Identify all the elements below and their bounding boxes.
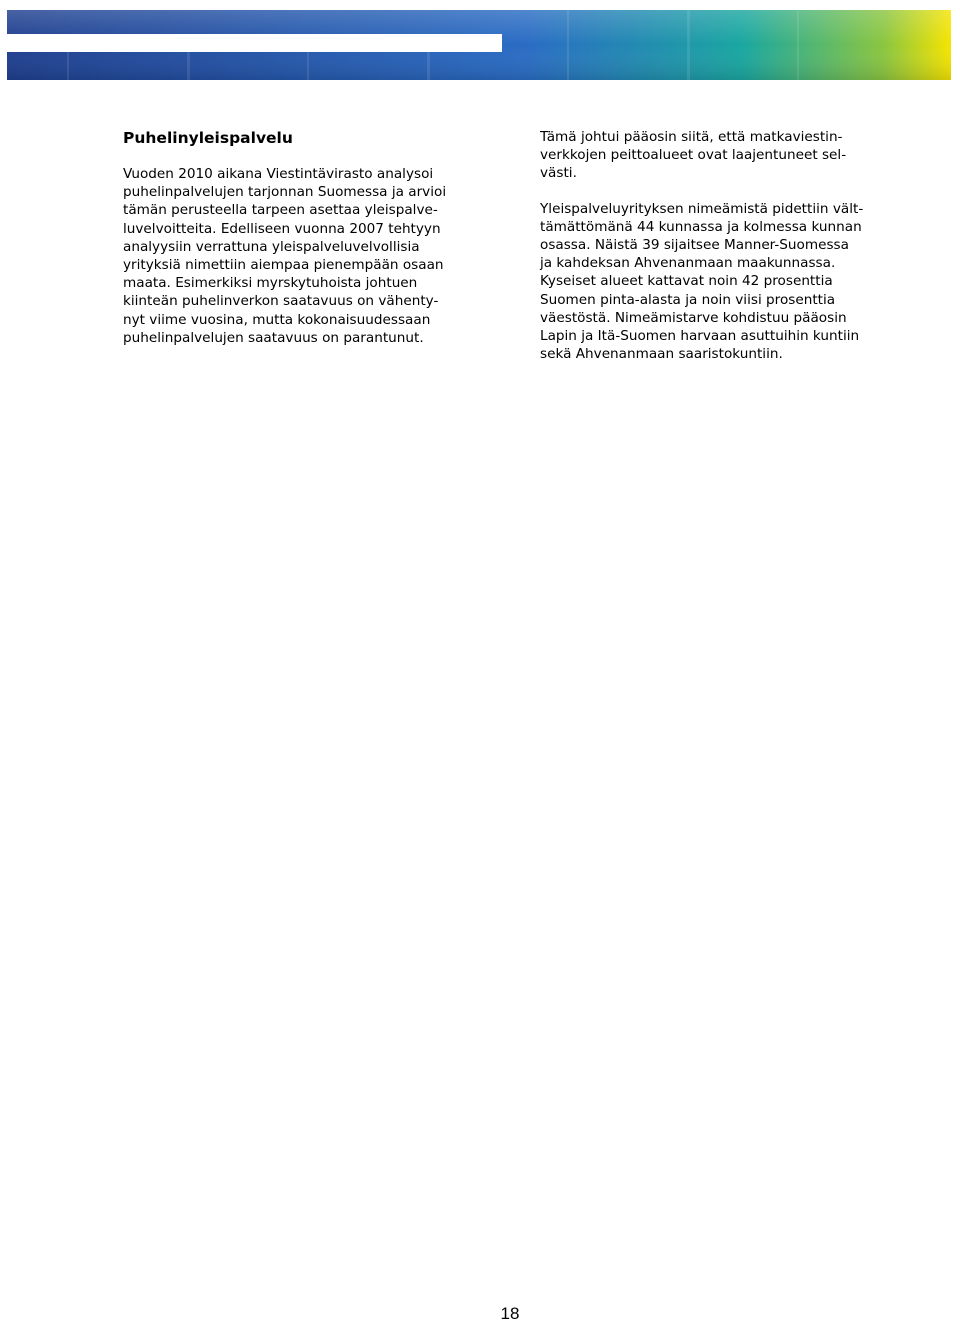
left-column (123, 128, 493, 347)
text-line: kiinteän puhelinverkon saatavuus on vähenty- (123, 293, 439, 310)
text-line: luvelvoitteita. Edelliseen vuonna 2007 tehtyyn (123, 220, 441, 237)
text-line: nyt viime vuosina, mutta kokonaisuudessaan (123, 311, 431, 328)
page-number: 18 (500, 1304, 520, 1323)
text-line: Vuoden 2010 aikana Viestintävirasto analysoi (123, 166, 434, 182)
text-line: puhelinpalvelujen tarjonnan Suomessa ja arvioi (123, 184, 447, 201)
text-line: Yleispalveluyrityksen nimeämistä pidettiin vält- (540, 200, 864, 217)
text-line: Tämä johtui pääosin siitä, että matkaviestin- (540, 129, 843, 145)
text-line: Kyseiset alueet kattavat noin 42 prosenttia (540, 273, 833, 290)
header-band-graphic (7, 10, 951, 80)
text-line: ja kahdeksan Ahvenanmaan maakunnassa. (540, 255, 836, 272)
text-line: maata. Esimerkiksi myrskytuhoista johtuen (123, 275, 418, 292)
text-line: sekä Ahvenanmaan saaristokuntiin. (540, 346, 783, 363)
text-line: tämän perusteella tarpeen asettaa yleispalve- (123, 202, 438, 219)
text-line: Suomen pinta-alasta ja noin viisi prosenttia (540, 291, 836, 308)
section-title: Puhelinyleispalvelu (123, 129, 293, 147)
text-line: puhelinpalvelujen saatavuus on parantunut. (123, 329, 424, 346)
right-paragraph-1 (540, 128, 910, 183)
text-line: yrityksiä nimettiin aiempaa pienempään osaan (123, 257, 444, 274)
text-line: Lapin ja Itä-Suomen harvaan asuttuihin kuntiin (540, 328, 860, 345)
right-column (540, 128, 910, 363)
header-notch (7, 34, 502, 52)
text-line: analyysiin verrattuna yleispalveluvelvollisia (123, 238, 420, 255)
text-line: tämättömänä 44 kunnassa ja kolmessa kunnan (540, 218, 862, 235)
text-line: väestöstä. Nimeämistarve kohdistuu pääosin (540, 309, 847, 326)
left-paragraph-1 (123, 165, 493, 347)
header-gradient-band (7, 10, 951, 80)
text-line: västi. (540, 165, 577, 182)
text-line: verkkojen peittoalueet ovat laajentuneet sel- (540, 147, 847, 164)
right-paragraph-2 (540, 200, 910, 364)
text-line: osassa. Näistä 39 sijaitsee Manner-Suomessa (540, 237, 849, 254)
